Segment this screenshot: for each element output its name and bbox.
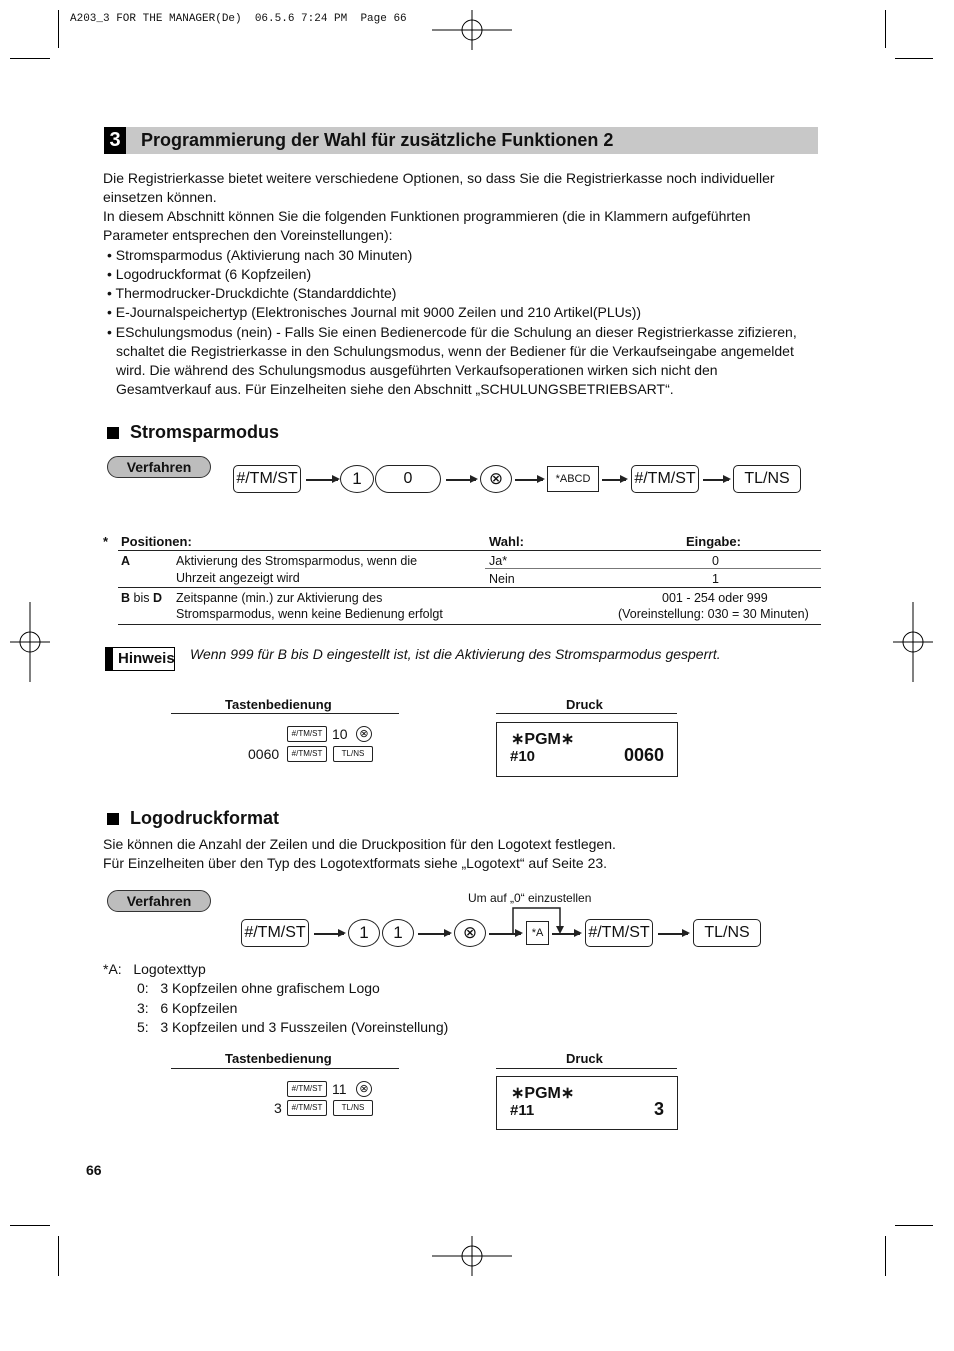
registration-mark-bottom — [432, 1236, 512, 1276]
bullet-item: • E-Journalspeichertyp (Elektronisches Journal mit 9000 Zeilen und 210 Artikel(PLUs)) — [107, 304, 642, 320]
key-0: 0 — [375, 465, 441, 493]
page-header: A203_3 FOR THE MANAGER(De) 06.5.6 7:24 PM Page 66 — [70, 13, 407, 25]
note-option: 5: 3 Kopfzeilen und 3 Fusszeilen (Voreinstellung) — [137, 1019, 449, 1035]
key-tl-ns: TL/NS — [693, 919, 761, 947]
print-pgm: ∗PGM∗ — [511, 1085, 575, 1102]
druck-label: Druck — [566, 1051, 603, 1066]
flow-arrow — [314, 933, 344, 935]
bullet-continuation: schaltet die Registrierkasse in den Schulungsmodus, wenn der Bediener für die Verkaufseingabe angemeldet — [116, 343, 794, 359]
print-code: #11 — [510, 1102, 535, 1119]
page-number: 66 — [86, 1162, 102, 1178]
table-cell: Ja* — [489, 554, 508, 568]
op-number: 10 — [332, 726, 348, 742]
print-output — [496, 722, 678, 777]
registration-mark-right — [893, 602, 933, 682]
bullet-item: • ESchulungsmodus (nein) - Falls Sie einen Bedienercode für die Schulung an dieser Registrierkasse zifizieren, — [107, 324, 797, 340]
bullet-item: • Logodruckformat (6 Kopfzeilen) — [107, 266, 312, 282]
flow-arrow — [418, 933, 450, 935]
section-number: 3 — [104, 127, 126, 154]
label-rule — [496, 1068, 677, 1069]
print-value: 3 — [653, 1099, 664, 1119]
flow-arrow — [602, 479, 626, 481]
key-tm-st: #/TM/ST — [287, 1081, 327, 1097]
key-tm-st: #/TM/ST — [631, 465, 699, 493]
key-tl-ns: TL/NS — [733, 465, 801, 493]
key-multiply: ⊗ — [356, 726, 372, 742]
crop-mark — [10, 1225, 50, 1226]
table-rule — [118, 550, 821, 551]
flow-arrow — [515, 479, 543, 481]
stromsparmodus-heading: Stromsparmodus — [130, 422, 280, 442]
key-tm-st: #/TM/ST — [241, 919, 309, 947]
hinweis-bar — [106, 648, 113, 670]
table-cell: Zeitspanne (min.) zur Aktivierung des — [176, 591, 383, 605]
table-rule — [485, 568, 821, 569]
intro-text: einsetzen können. — [103, 189, 217, 205]
hinweis-label: Hinweis — [118, 650, 175, 667]
crop-mark — [58, 10, 59, 48]
key-tm-st: #/TM/ST — [233, 465, 301, 493]
op-number: 0060 — [248, 746, 280, 762]
label-rule — [171, 1068, 399, 1069]
registration-mark-left — [10, 602, 50, 682]
table-cell: (Voreinstellung: 030 = 30 Minuten) — [618, 607, 809, 621]
table-cell: 0 — [712, 554, 719, 568]
crop-mark — [895, 58, 933, 59]
verfahren-label: Verfahren — [107, 456, 211, 478]
flow-arrow — [552, 933, 580, 935]
note-option: 3: 6 Kopfzeilen — [137, 1000, 238, 1016]
crop-mark — [10, 58, 50, 59]
bullet-continuation: Gesamtverkauf aus. Für Einzelheiten siehe den Abschnitt „SCHULUNGSBETRIEBSART“. — [116, 381, 674, 397]
loop-arrow — [505, 905, 575, 935]
crop-mark — [885, 10, 886, 48]
registration-mark-top — [432, 10, 512, 50]
op-number: 11 — [332, 1081, 347, 1097]
flow-arrow — [658, 933, 688, 935]
key-multiply: ⊗ — [454, 919, 486, 947]
note-heading: *A: Logotexttyp — [103, 961, 206, 977]
print-value: 0060 — [623, 745, 664, 765]
bullet-continuation: wird. Die während des Schulungsmodus ausgeführten Verkaufsoperationen wirken sich nicht den — [116, 362, 718, 378]
key-abcd: *ABCD — [547, 466, 599, 492]
op-number: 3 — [274, 1100, 282, 1116]
key-tm-st: #/TM/ST — [287, 746, 327, 762]
table-cell: Nein — [489, 572, 515, 586]
table-cell: B bis D — [121, 591, 162, 605]
bullet-item: • Stromsparmodus (Aktivierung nach 30 Minuten) — [107, 247, 413, 263]
logo-text: Für Einzelheiten über den Typ des Logotextformats siehe „Logotext“ auf Seite 23. — [103, 855, 608, 871]
section-title: Programmierung der Wahl für zusätzliche Funktionen 2 — [141, 130, 614, 150]
key-tm-st: #/TM/ST — [287, 1100, 327, 1116]
key-multiply: ⊗ — [480, 465, 512, 493]
table-star: * — [103, 534, 109, 549]
logo-text: Sie können die Anzahl der Zeilen und die Druckposition für den Logotext festlegen. — [103, 836, 616, 852]
table-rule — [118, 624, 821, 625]
bullet-item: • Thermodrucker-Druckdichte (Standarddichte) — [107, 285, 397, 301]
print-pgm: ∗PGM∗ — [511, 731, 575, 748]
hinweis-badge — [105, 647, 175, 671]
flow-arrow — [306, 479, 338, 481]
key-tl-ns: TL/NS — [333, 746, 373, 762]
table-header-eingabe: Eingabe: — [686, 534, 741, 549]
intro-text: In diesem Abschnitt können Sie die folgenden Funktionen programmieren (die in Klammern aufgeführten — [103, 208, 751, 224]
loop-note: Um auf „0“ einzustellen — [468, 891, 592, 905]
key-tm-st: #/TM/ST — [585, 919, 653, 947]
section-bullet-square — [107, 813, 119, 825]
key-1: 1 — [382, 919, 414, 947]
key-1: 1 — [340, 465, 374, 493]
logodruckformat-heading: Logodruckformat — [130, 808, 280, 828]
tastenbedienung-label: Tastenbedienung — [225, 1051, 332, 1066]
druck-label: Druck — [566, 697, 603, 712]
table-cell: Stromsparmodus, wenn keine Bedienung erfolgt — [176, 607, 443, 621]
note-option: 0: 3 Kopfzeilen ohne grafischem Logo — [137, 980, 380, 996]
key-1: 1 — [348, 919, 380, 947]
intro-text: Die Registrierkasse bietet weitere verschiedene Optionen, so dass Sie die Registrierkasse noch individueller — [103, 170, 775, 186]
tastenbedienung-label: Tastenbedienung — [225, 697, 332, 712]
print-code: #10 — [510, 748, 536, 765]
hinweis-text: Wenn 999 für B bis D eingestellt ist, ist die Aktivierung des Stromsparmodus gesperrt. — [190, 646, 721, 662]
verfahren-label: Verfahren — [107, 890, 211, 912]
table-cell: Uhrzeit angezeigt wird — [176, 571, 300, 585]
table-cell: A — [121, 554, 131, 568]
key-a: *A — [526, 921, 549, 945]
key-multiply: ⊗ — [356, 1081, 372, 1097]
print-output — [496, 1076, 678, 1130]
crop-mark — [895, 1225, 933, 1226]
table-cell: 001 - 254 oder 999 — [662, 591, 768, 605]
flow-arrow — [446, 479, 476, 481]
table-header-wahl: Wahl: — [489, 534, 524, 549]
flow-arrow — [703, 479, 729, 481]
table-cell: 1 — [712, 572, 719, 586]
crop-mark — [58, 1236, 59, 1276]
label-rule — [171, 713, 399, 714]
section-bullet-square — [107, 427, 119, 439]
crop-mark — [885, 1236, 886, 1276]
table-cell: Aktivierung des Stromsparmodus, wenn die — [176, 554, 418, 568]
intro-text: Parameter entsprechen den Voreinstellungen): — [103, 227, 393, 243]
label-rule — [496, 713, 677, 714]
table-header-positionen: Positionen: — [121, 534, 192, 549]
key-tl-ns: TL/NS — [333, 1100, 373, 1116]
table-rule — [118, 587, 821, 588]
key-tm-st: #/TM/ST — [287, 726, 327, 742]
